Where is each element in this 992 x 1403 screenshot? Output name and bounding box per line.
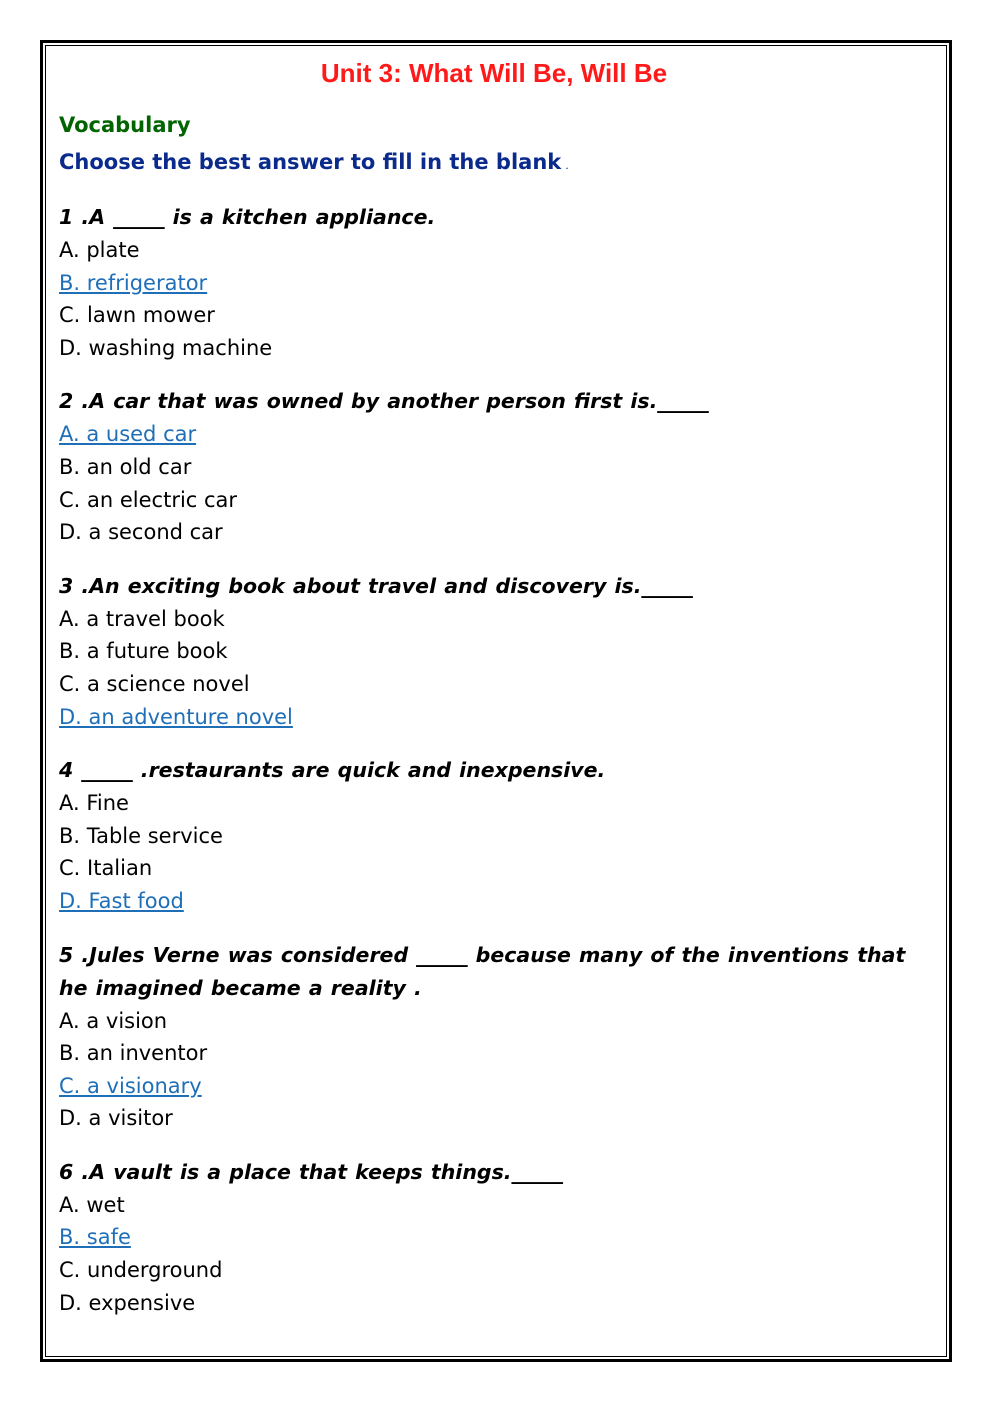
- option-b: B. an old car: [59, 454, 192, 479]
- option-c: C. underground: [59, 1258, 223, 1283]
- option-b: B. Table service: [59, 823, 223, 848]
- option-d-correct[interactable]: D. Fast food: [59, 888, 184, 913]
- option-c: C. a science novel: [59, 671, 250, 696]
- option-a: A. plate: [59, 238, 140, 262]
- worksheet-content: [59, 52, 929, 1319]
- option-d: D. a visitor: [59, 1106, 173, 1131]
- option-b-correct[interactable]: B. safe: [59, 1225, 131, 1250]
- option-c: C. Italian: [59, 856, 153, 881]
- instruction-line: [59, 148, 929, 180]
- option-b: B. a future book: [59, 639, 228, 664]
- question-text: 6 .A vault is a place that keeps things._____: [59, 1159, 563, 1184]
- option-c: C. lawn mower: [59, 303, 215, 328]
- question-2: [59, 385, 929, 548]
- question-5: [59, 939, 929, 1135]
- question-3: [59, 570, 929, 733]
- option-b: B. an inventor: [59, 1041, 208, 1066]
- option-a: A. Fine: [59, 791, 129, 816]
- section-heading: Vocabulary: [59, 113, 191, 137]
- page-title: Unit 3: What Will Be, Will Be: [320, 58, 668, 88]
- question-text: 3 .An exciting book about travel and discovery is._____: [59, 573, 693, 598]
- instruction-dot: .: [565, 159, 569, 172]
- question-text: 2 .A car that was owned by another person first is._____: [59, 389, 709, 414]
- option-a: A. a travel book: [59, 606, 225, 631]
- question-4: [59, 754, 929, 917]
- option-a: A. wet: [59, 1192, 125, 1217]
- question-1: [59, 201, 929, 364]
- option-d: D. a second car: [59, 520, 223, 545]
- option-d: D. washing machine: [59, 335, 273, 360]
- option-c: C. an electric car: [59, 487, 238, 512]
- question-6: [59, 1156, 929, 1319]
- instruction-text: Choose the best answer to fill in the blank: [59, 150, 562, 174]
- option-d-correct[interactable]: D. an adventure novel: [59, 704, 293, 729]
- option-a: A. a vision: [59, 1008, 168, 1033]
- question-text: 5 .Jules Verne was considered _____ because many of the inventions that he imagined became a reality .: [59, 942, 906, 1000]
- option-c-correct[interactable]: C. a visionary: [59, 1073, 202, 1098]
- question-text: 1 .A _____ is a kitchen appliance.: [59, 205, 436, 229]
- question-text: 4 _____ .restaurants are quick and inexpensive.: [59, 758, 606, 783]
- option-b-correct[interactable]: B. refrigerator: [59, 270, 208, 295]
- option-d: D. expensive: [59, 1290, 196, 1315]
- option-a-correct[interactable]: A. a used car: [59, 422, 197, 447]
